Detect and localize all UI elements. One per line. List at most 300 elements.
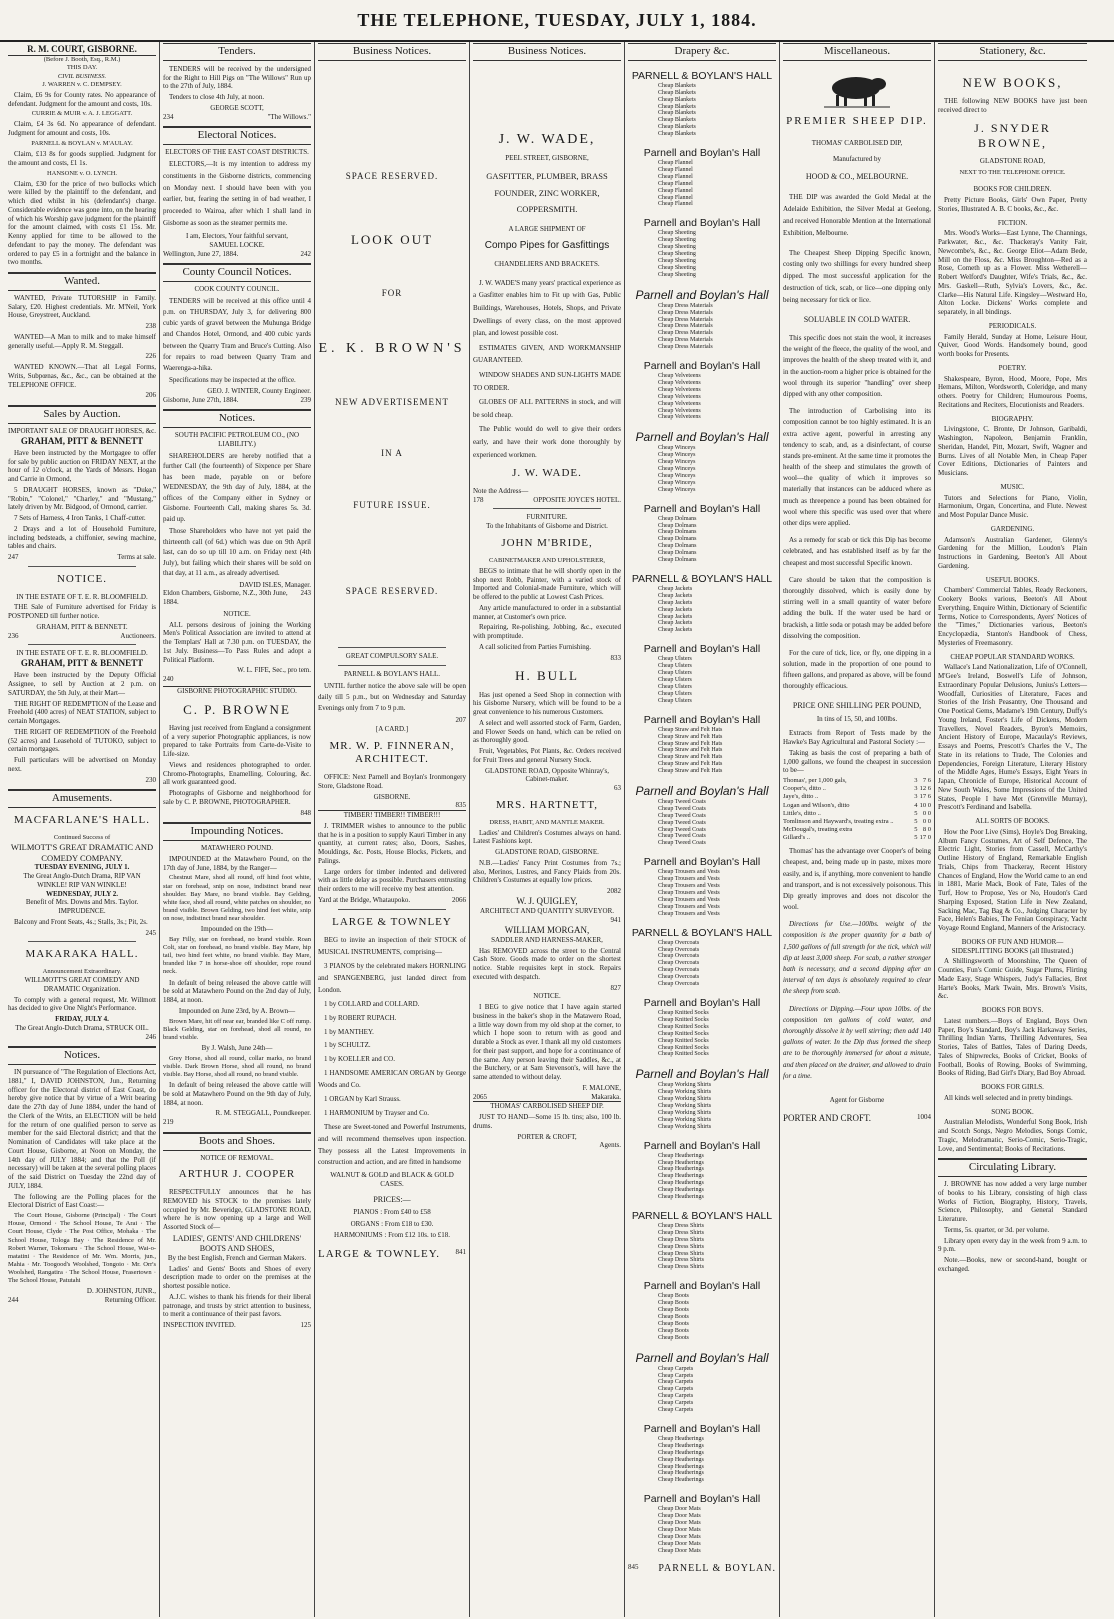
dip-4-heading: THOMAS' CARBOLISED SHEEP DIP. [473,1101,621,1111]
dip-text-8: Thomas' has the advantage over Cooper's of being cheapest, and, being made up in paste, mixes more easily, and is, if anything, more convenient to handle and transport, and is not excessively poisonous. This Dip greatly improves and does not discolor the wool. [783,847,931,912]
drapery-item-cheap: Cheap [658,124,674,131]
drapery-item-name: Dress Materials [674,316,713,323]
drapery-item-cheap: Cheap [658,1223,674,1230]
dip-table-cell-name: Gillard's .. [783,834,810,842]
drapery-item [628,258,776,265]
drapery-item-cheap: Cheap [658,812,674,819]
drapery-item-cheap: Cheap [658,939,674,946]
drapery-item-name: Velveteens [674,373,701,380]
drapery-item-name: Straw and Felt Hats [674,761,723,768]
lt-cases: WALNUT & GOLD and BLACK & GOLD CASES. [330,1171,454,1189]
drapery-item-name: Knitted Socks [674,1051,709,1058]
drapery-item-cheap: Cheap [658,96,674,103]
drapery-item-name: Boots [674,1300,689,1307]
wanted-ad-3: WANTED KNOWN.—That all Legal Forms, Writs, Subpœnas, &c., &c., can be obtained at the TELEPHONE OFFICE. [8,363,156,389]
drapery-item [628,543,776,550]
drapery-item [628,97,776,104]
hall-1-date: TUESDAY EVENING, JULY 1. [34,863,130,872]
photo-name: C. P. BROWNE [183,701,291,717]
drapery-item-cheap: Cheap [658,663,674,670]
boots-invite: INSPECTION INVITED. [163,1321,236,1330]
hartnett-num: 2082 [607,887,621,896]
drapery-item-name: Straw and Felt Hats [674,768,723,775]
boots-text-3: A.J.C. wishes to thank his friends for their liberal patronage, and trusts by strict attention to business, to merit a continuance of their past favors. [163,1292,311,1319]
song-text: Australian Melodists, Wonderful Song Book, Irish and Scotch Songs, Negro Melodies, Songs Comic, Tragic, Melodramatic, Serio-Comic, Serio-Tragic, Love, and Sentimental; Books of Recitations. [938,1118,1087,1153]
drapery-item [628,614,776,621]
drapery-item [628,869,776,876]
drapery-item-name: Working Shirts [674,1109,712,1116]
drapery-item [628,1110,776,1117]
snyder-browne: J. SNYDER BROWNE, [974,120,1051,150]
furniture-name: JOHN M'BRIDE, [501,536,593,549]
drapery-item-cheap: Cheap [658,697,674,704]
gardening-text: Adamson's Australian Gardener, Glenny's Gardening for the Million, Loudon's Plain Instructions in Gardening, Beeton's All About Gardening. [938,535,1087,570]
drapery-item-name: Sheeting [674,244,696,251]
dip-extract-2: Taking as basis the cost of preparing a bath of 1,000 gallons, we found the cheapest in succession to be— [783,748,931,775]
drapery-item-name: Dress Shirts [674,1257,704,1264]
drapery-hall-name: Parnell and Boylan's Hall [643,147,761,159]
court-case-4: HANSONE v. O. LYNCH. [46,169,118,177]
bull-text-3: Fruit, Vegetables, Pot Plants, &c. Orders received for Fruit Trees and general Nursery Stock. [473,747,621,764]
electoral-num: 242 [300,249,311,258]
drapery-item-cheap: Cheap [658,1123,674,1130]
drapery-hall-name: Parnell and Boylan's Hall [635,1350,769,1365]
column-2 [160,42,315,1617]
drapery-item-cheap: Cheap [658,1044,674,1051]
drapery-item-name: Blankets [674,96,696,103]
drapery-item-cheap: Cheap [658,187,674,194]
drapery-item-cheap: Cheap [658,833,674,840]
drapery-item [628,761,776,768]
drapery-item [628,536,776,543]
auction-1-num: 247 [8,553,19,562]
dip-text-2: The Cheapest Sheep Dipping Specific known, costing only two shillings for every hundred sheep dipped. The most successful application for the destruction of tick, scab, or lice—one dipping only being necessary for tick or lice. [783,248,931,305]
wade-trade-2: FOUNDER, ZINC WORKER, [494,187,600,198]
periodicals-text: Family Herald, Sunday at Home, Leisure Hour, Quiver, Good Words. Handsomely bound, good worth books for Presents. [938,332,1087,359]
drapery-item [628,265,776,272]
drapery-item-name: Straw and Felt Hats [674,733,723,740]
all-sorts-text: How the Poor Live (Sims), Hoyle's Dog Breaking, Album Fancy Costumes, Art of Self Defence, The Electric Light, Stories from Cassell, McCarthy's Outline History of England, Remarkable English Trials, Chips from Thackeray, Recent History Chances of England, How the World came to an end in 1881, Marie Mack, Book of Fate, Tales of the Turf, How to Propose, Yes or No, Houdon's Card Sharping Exposed, Station Life in New Zealand, Sacking Mac, Tag Bag & Co., Judging Character by Face, Helen's Babies, The Fenian Conspiracy, Yacht Voyage Round England, Manners of the Aristocracy. [938,827,1087,933]
petrol-num: 243 [300,589,311,598]
miscellaneous-heading: Miscellaneous. [783,43,931,61]
election-num: 244 [8,1296,19,1304]
drapery-item-name: Dolmans [674,557,697,564]
drapery-item-cheap: Cheap [658,754,674,761]
estate-2-item-1: THE RIGHT OF REDEMPTION of the Lease and Freehold (400 acres) of NEAT STATION, subject to certain Mortgages. [8,699,156,726]
electoral-text: ELECTORS,—It is my intention to address my constituents in the Gisborne districts, commencing on Monday next. I should have been with you earlier, but, fearing the setting in of bad weather, I proceeded to Wairoa, after which I shall land in Gisborne as soon as the steamer permits me. [163,159,311,228]
estate-1-num: 236 [8,631,19,640]
drapery-item-name: Carpets [674,1379,694,1386]
drapery-item-name: Heatherings [674,1159,704,1166]
music-head: MUSIC. [1000,482,1025,491]
furniture-text-3: Repairing, Re-polishing, Jobbing, &c., executed with promptitude. [473,623,621,641]
drapery-item-name: Knitted Socks [674,1023,709,1030]
boots-sub: NOTICE OF REMOVAL. [200,1153,274,1162]
drapery-item-name: Door Mats [674,1540,701,1547]
lt-item-5: 1 by SCHULTZ. [324,1041,371,1050]
drapery-item-cheap: Cheap [658,967,674,974]
drapery-item-cheap: Cheap [658,627,674,634]
drapery-item [628,244,776,251]
lt-item-2: 1 by COLLARD and COLLARD. [324,999,420,1008]
drapery-item-name: Flannel [674,180,693,187]
hall-1-play: The Great Anglo-Dutch Drama, RIP VAN WINKLE! RIP VAN WINKLE! [23,872,141,889]
drapery-hall-name: Parnell and Boylan's Hall [635,287,769,302]
drapery-item-cheap: Cheap [658,131,674,138]
tenders-text: TENDERS will be received by the undersigned for the Right to Hill Pigs on "The Willows" Run up to the 27th of July, 1884. [163,64,311,91]
space-reserved-1: SPACE RESERVED. [345,170,439,181]
drapery-item-name: Straw and Felt Hats [674,747,723,754]
auction-heading: Sales by Auction. [8,405,156,424]
notice-4-num: 2065 [473,1092,487,1101]
drapery-item-name: Jackets [674,620,693,627]
drapery-item [628,480,776,487]
drapery-item-cheap: Cheap [658,167,674,174]
drapery-item-name: Door Mats [674,1533,701,1540]
business-notices-heading-2: Business Notices. [473,43,621,61]
dip-table-row [783,785,931,793]
drapery-item-cheap: Cheap [658,264,674,271]
drapery-item-cheap: Cheap [658,1250,674,1257]
drapery-item [628,1400,776,1407]
drapery-item-cheap: Cheap [658,1506,674,1513]
dip-table-cell-name: Tomlinson and Hayward's, treating extra .. [783,817,894,825]
hall-1-benefit: Benefit of Mrs. Downs and Mrs. Taylor. [25,898,139,907]
drapery-item-cheap: Cheap [658,1442,674,1449]
lt-prices: PRICES:— [373,1194,411,1204]
drapery-item-cheap: Cheap [658,1194,674,1200]
dip-table-cell-name: Little's, ditto .. [783,809,821,817]
drapery-item [628,656,776,663]
impound-heading: Impounding Notices. [163,822,311,841]
drapery-item [628,1293,776,1300]
wade-chandeliers: CHANDELIERS AND BRACKETS. [494,260,600,269]
column-1 [5,42,160,1617]
drapery-hall-name: Parnell and Boylan's Hall [643,359,761,372]
drapery-item [628,550,776,557]
court-case-1: J. WARREN v. C. DEMPSEY. [42,80,122,88]
drapery-item-cheap: Cheap [658,683,674,690]
drapery-item-cheap: Cheap [658,302,674,309]
hartnett-text-2: N.B.—Ladies' Fancy Print Costumes from 7s.; also, Merinos, Lustres, and Fancy Plaids from 20s. Children's Costumes at equally low prices. [473,858,621,885]
drapery-item [628,1017,776,1024]
drapery-item-name: Flannel [674,173,693,180]
drapery-item [628,698,776,705]
drapery-item-cheap: Cheap [658,620,674,627]
drapery-item-name: Ulsters [674,656,692,663]
drapery-item [628,401,776,408]
drapery-item [628,110,776,117]
drapery-item-name: Overcoats [674,967,700,974]
wanted-heading: Wanted. [8,272,156,291]
drapery-item-name: Dolmans [674,515,697,522]
drapery-item [628,310,776,317]
drapery-item-name: Trousers and Vests [674,876,720,883]
drapery-item-name: Tweed Coats [674,819,706,826]
drapery-item-cheap: Cheap [658,1016,674,1023]
photo-num: 848 [300,808,311,817]
drapery-item-name: Boots [674,1307,689,1314]
sheep-icon [822,71,892,109]
notice-4-sign: F. MALONE, [582,1083,621,1092]
drapery-item-cheap: Cheap [658,529,674,536]
drapery-item [628,1010,776,1017]
electoral-heading: Electoral Notices. [163,126,311,145]
drapery-item-name: Blankets [674,110,696,117]
auction-1-item-1: 5 DRAUGHT HORSES, known as "Duke," "Robin," "Colonel," "Charley," and "Mustang," lately driven by Mr. Bidgood, of Ormond, carrier. [8,485,156,512]
dip-directions: Directions for Use.—100lbs. weight of the composition is the proper quantity for a bath of 1,500 gallons of full strength for the tick, which will dip at least 3,000 sheep. For scab, a rather stronger bath is necessary, and a second dipping after an interval of ten days is absolutely required to clear the sheep from scab. [783,920,931,996]
estate-1-text: THE Sale of Furniture advertised for Friday is POSTPONED till further notice. [8,603,156,621]
dip-table-cell-d: 10 0 [919,801,931,809]
estate-2-item-2: THE RIGHT OF REDEMPTION of the Freehold (52 acres) and Leasehold of TUTOKO, subject to certain mortgages. [8,727,156,754]
drapery-item-cheap: Cheap [658,1051,674,1058]
drapery-item-cheap: Cheap [658,974,674,981]
drapery-hall-name: Parnell and Boylan's Hall [643,217,761,230]
drapery-item-cheap: Cheap [658,740,674,747]
drapery-item-cheap: Cheap [658,1320,674,1327]
drapery-item-name: Ulsters [674,697,692,704]
court-case-4-text: Claim, £30 for the price of two bullocks which were killed by the plaintiff to the defendant, and which died whilst in his (defendant's) charge. Considerable evidence was gone into, on the hearing of which his Worship gave judgment for the plaintiff for the amount claimed, with costs £1 15s. Mr. Kenny applied for time to be allowed to the defendant to pay the money. The defendant was ordered to pay £5 in a fortnight and the balance in two months. [8,179,156,267]
estate-2-num: 230 [145,775,156,784]
drapery-item-cheap: Cheap [658,670,674,677]
drapery-item [628,981,776,988]
drapery-item-name: Tweed Coats [674,798,706,805]
drapery-item-cheap: Cheap [658,316,674,323]
drapery-item-name: Winceys [674,465,696,472]
county-sub: COOK COUNTY COUNCIL. [194,285,280,294]
drapery-item [628,516,776,523]
county-date: Gisborne, June 27th, 1884. [163,395,239,404]
drapery-item-cheap: Cheap [658,1520,674,1527]
wade-address: PEEL STREET, GISBORNE, [505,154,589,163]
books-next: NEXT TO THE TELEPHONE OFFICE. [959,169,1066,177]
drapery-item [628,1230,776,1237]
estate-2-firm: GRAHAM, PITT & BENNETT [20,658,144,669]
drapery-item-name: Blankets [674,82,696,89]
drapery-item-cheap: Cheap [658,1257,674,1264]
county-text: TENDERS will be received at this office until 4 p.m. on THURSDAY, July 3, for delivering 800 cubic yards of gravel between the Muhunga Bridge and Chandos Hotel, Ormond, and 400 cubic yards between the Quarry Tram and Bruce's Cutting. Also for repairs to road between Quarry Tram and Waerenga-a-hika. [163,296,311,372]
drapery-item-cheap: Cheap [658,543,674,550]
drapery-hall-name: Parnell and Boylan's Hall [635,1067,769,1082]
drapery-item [628,452,776,459]
drapery-item-name: Ulsters [674,690,692,697]
drapery-item-name: Tweed Coats [674,805,706,812]
drapery-hall-name: Parnell and Boylan's Hall [643,1280,761,1293]
drapery-item [628,1257,776,1264]
drapery-item-name: Dress Shirts [674,1229,704,1236]
drapery-item-cheap: Cheap [658,592,674,599]
drapery-item-name: Heatherings [674,1166,704,1173]
drapery-item-cheap: Cheap [658,606,674,613]
drapery-list [628,70,776,1555]
drapery-item-name: Ulsters [674,670,692,677]
drapery-item [628,394,776,401]
poetry-head: POETRY. [998,363,1027,372]
drapery-item-cheap: Cheap [658,1166,674,1173]
drapery-item-name: Knitted Socks [674,1010,709,1017]
poetry-text: Shakespeare, Byron, Hood, Moore, Pope, Mrs Hemans, Milton, Wordsworth, Coleridge, and many others. Poetry for Children; Humourous Poems, Recitations and Reciters, Elocutionists and Readers. [938,374,1087,409]
drapery-item-name: Jackets [674,586,693,593]
drapery-item-name: Dress Materials [674,302,713,309]
drapery-item-cheap: Cheap [658,869,674,876]
estate-1-role: Auctioneers. [120,631,156,640]
drapery-item-name: Tweed Coats [674,812,706,819]
drapery-item-cheap: Cheap [658,557,674,564]
drapery-item-name: Ulsters [674,677,692,684]
notice-4-place: Makaraka. [591,1092,621,1101]
dip-table-cell-name: Jaye's, ditto .. [783,793,819,801]
drapery-item-name: Blankets [674,89,696,96]
hartnett-address: GLADSTONE ROAD, GISBORNE. [495,848,599,857]
new-books-title: NEW BOOKS, [962,74,1063,90]
drapery-item [628,1506,776,1513]
drapery-item [628,1307,776,1314]
drapery-item [628,911,776,918]
drapery-item-name: Sheeting [674,258,696,265]
library-terms: Terms, 5s. quarter, or 3d. per volume. [944,1225,1050,1234]
drapery-num: 845 [628,1562,639,1571]
hall-2-name: MAKARAKA HALL. [25,948,139,961]
lt-item-9: 1 HARMONIUM by Trayser and Co. [324,1108,430,1117]
estate-2-more: Full particulars will be advertised on Monday next. [8,756,156,773]
drapery-item-cheap: Cheap [658,180,674,187]
dip-sign: PORTER AND CROFT. [783,1112,872,1123]
dip-table-cell-d: 7 6 [922,777,931,785]
hall-2-text: To comply with a general request, Mr. Willmott has decided to give One Night's Performance. [8,995,156,1013]
boots-heading: Boots and Shoes. [163,1132,311,1151]
drapery-item [628,1237,776,1244]
drapery-item-cheap: Cheap [658,613,674,620]
impound-sale-2: In default of being released the above cattle will be sold at Matawhero Pound on the 9th day of July, 1884, at noon. [163,1081,311,1107]
electoral-sign: SAMUEL LOCKE. [209,240,265,249]
drapery-item-name: Heatherings [674,1477,704,1484]
drapery-item [628,330,776,337]
bull-text: Has just opened a Seed Shop in connection with his Gisborne Nursery, which will be found to be a great convenience to his numerous Customers. [473,690,621,717]
drapery-item-name: Heatherings [674,1435,704,1442]
dip-tins: In tins of 15, 50, and 100lbs. [816,714,898,723]
dip-price: PRICE ONE SHILLING PER POUND, [792,700,922,710]
county-num: 239 [300,395,311,404]
wade-note: Note the Address— [473,486,529,495]
drapery-item-name: Dolmans [674,529,697,536]
drapery-item-name: Heatherings [674,1442,704,1449]
drapery-item [628,317,776,324]
drapery-item-cheap: Cheap [658,237,674,244]
drapery-item-cheap: Cheap [658,479,674,486]
drapery-item-name: Blankets [674,117,696,124]
hall-2-num: 246 [145,1032,156,1041]
drapery-item [628,1117,776,1124]
periodicals-head: PERIODICALS. [988,321,1037,330]
drapery-item [628,414,776,421]
drapery-item-name: Overcoats [674,974,700,981]
notice-2-heading: NOTICE. [223,609,251,618]
drapery-item-name: Blankets [674,124,696,131]
drapery-sign: PARNELL & BOYLAN. [658,1562,776,1574]
hall-1-num: 245 [145,928,156,937]
court-case-2-text: Claim, £4 3s 6d. No appearance of defendant. Judgment for amount and costs, 10s. [8,120,156,138]
dip-table-row [783,834,931,842]
drapery-item-name: Door Mats [674,1513,701,1520]
dip-table-cell-d: 0 0 [922,817,931,825]
sale-text: UNTIL further notice the above sale will be open daily till 5 p.m., but on Wednesday and Saturday Evenings only from 7 to 9 p.m. [318,681,466,712]
drapery-item-name: Trousers and Vests [674,903,720,910]
furniture-trade: CABINETMAKER AND UPHOLSTERER, [488,556,606,564]
drapery-item [628,586,776,593]
drapery-item [628,799,776,806]
drapery-item-cheap: Cheap [658,903,674,910]
election-places-title: The following are the Polling places for the Electoral District of East Coast:— [8,1192,156,1210]
drapery-item-name: Door Mats [674,1547,701,1554]
notice-4-text: I BEG to give notice that I have again started business in the baker's shop in the Matawero Road, a little way down from my old shop at the corner, to which I hope soon to return with as good and durable a Stock as ever. I thank all my old customers for their past support, and hope for a continuance of the same. Any person leaving their Saddles, &c., at the Butchery, or at Sam Stevenson's, will have the same attended to without delay. [473,1003,621,1082]
estate-1-title: IN THE ESTATE OF T. E. R. BLOOMFIELD. [16,592,148,601]
drapery-item [628,408,776,415]
drapery-item-name: Sheeting [674,251,696,258]
drapery-item-name: Carpets [674,1365,694,1372]
drapery-item-name: Flannel [674,167,693,174]
children-text: Pretty Picture Books, Girls' Own Paper, Pretty Stories, Illustrated A. B. C books, &c., &c. [938,196,1087,213]
drapery-item-name: Trousers and Vests [674,869,720,876]
furniture-text: BEGS to intimate that he will shortly open in the shop next Robb, Painter, with a varied stock of Imported and Colonial-made Furniture, which will be offered to the public at Lowest Cash Prices. [473,566,621,602]
drapery-item-cheap: Cheap [658,271,674,278]
drapery-item-name: Dress Shirts [674,1236,704,1243]
drapery-item-cheap: Cheap [658,89,674,96]
wade-trade-1: GASFITTER, PLUMBER, BRASS [486,171,608,181]
drapery-item-cheap: Cheap [658,452,674,459]
drapery-item-name: Trousers and Vests [674,896,720,903]
wade-text: J. W. WADE'S many years' practical experience as a Gasfitter enables him to Fit up with Gas, Public Buildings, Warehouses, Hotels, Shops, and Private Dwellings of every class, on the most approved plan, and lowest possible cost. [473,278,621,338]
cheap-text: Wallace's Land Nationalization, Life of O'Connell, M'Gee's Ireland, Boswell's Life of Johnson, Extraordinary Popular Delusions, Junius's Letters—Woodfall, Curiosities of Literature, Faces and Stories of the Irish Peasantry, One Thousand and One Poetical Gems, Madame's 19th Century, Duffy's Young Ireland, Foster's Life of Dickens, Modern Travellers, Novel Readers, Byron's Memoirs, Ancient History of Europe, Macaulay's Reviews, Essays and Poems, Prescott's Charles the V., The State in its relations to Trade, The Colonies and Dependencies, Foreign Literature, Literary History of the Middle Ages, Hume's Essays, Eight Years in Japan, Chronicle of Europe, Historical Account of New South Wales, Some Impressions of the United States, People I have Met (Grenville Murray), Prescott's Ferdinand and Isabella. [938,663,1087,812]
impound-date-3: Impounded on June 23rd, by A. Brown— [178,1006,296,1015]
drapery-item-name: Sheeting [674,264,696,271]
drapery-item [628,840,776,847]
court-civil: CIVIL BUSINESS. [57,72,107,80]
drapery-item-cheap: Cheap [658,1400,674,1407]
drapery-item [628,940,776,947]
drapery-item [628,890,776,897]
drapery-item-name: Heatherings [674,1456,704,1463]
drapery-item [628,1038,776,1045]
drapery-item [628,459,776,466]
dip-table-cell-s: 3 [914,785,918,793]
drapery-hall-name: Parnell and Boylan's Hall [643,1139,761,1152]
drapery-item [628,600,776,607]
timber-heading: TIMBER! TIMBER!! TIMBER!!! [318,810,466,820]
drapery-item-name: Sheeting [674,237,696,244]
estate-2-title: IN THE ESTATE OF T. E. R. BLOOMFIELD. [16,649,148,658]
drapery-item [628,960,776,967]
dip-table-row [783,826,931,834]
drapery-item [628,607,776,614]
drapery-item-name: Heatherings [674,1463,704,1470]
fiction-text: Mrs. Wood's Works—East Lynne, The Channings, Parkwater, &c., &c. Thackeray's Vanity Fair, Newcombe's, &c., &c. George Eliot—Adam Bede, Mill on the Floss, &c. Miss Broughton—Red as a Rose, Cometh up as a Flower. Miss Wetherell—Robert Welford's Daughter, Wife's Trials, &c., &c. Mrs. Gaskell—Ruth, Sylvia's Lovers, &c., &c. Clarke—His Natural Life. Kingsley—Westward Ho, Alton Locke. Dickens' Works complete and separately, in all bindings. [938,229,1087,317]
dip-table-row [783,818,931,826]
dip-table-cell-s: 5 [914,825,918,833]
drapery-item-cheap: Cheap [658,1109,674,1116]
hartnett-name: MRS. HARTNETT, [495,798,599,811]
drapery-item-cheap: Cheap [658,251,674,258]
stationery-heading: Stationery, &c. [938,43,1087,61]
drapery-item-cheap: Cheap [658,1334,674,1341]
bull-num: 63 [614,784,621,793]
court-case-1-text: Claim, £6 9s for County rates. No appearance of defendant. Judgment for the amount and costs, 10s. [8,90,156,108]
drapery-item [628,303,776,310]
lt-item-1: 3 PIANOS by the celebrated makers HORNLING and SPANGENBERG, just landed direct from London. [318,962,466,994]
drapery-item-cheap: Cheap [658,309,674,316]
drapery-item [628,1513,776,1520]
hall-1-company: WILMOTT'S GREAT DRAMATIC AND COMEDY COMPANY. [10,842,154,863]
wanted-ad-1-num: 238 [145,322,156,331]
